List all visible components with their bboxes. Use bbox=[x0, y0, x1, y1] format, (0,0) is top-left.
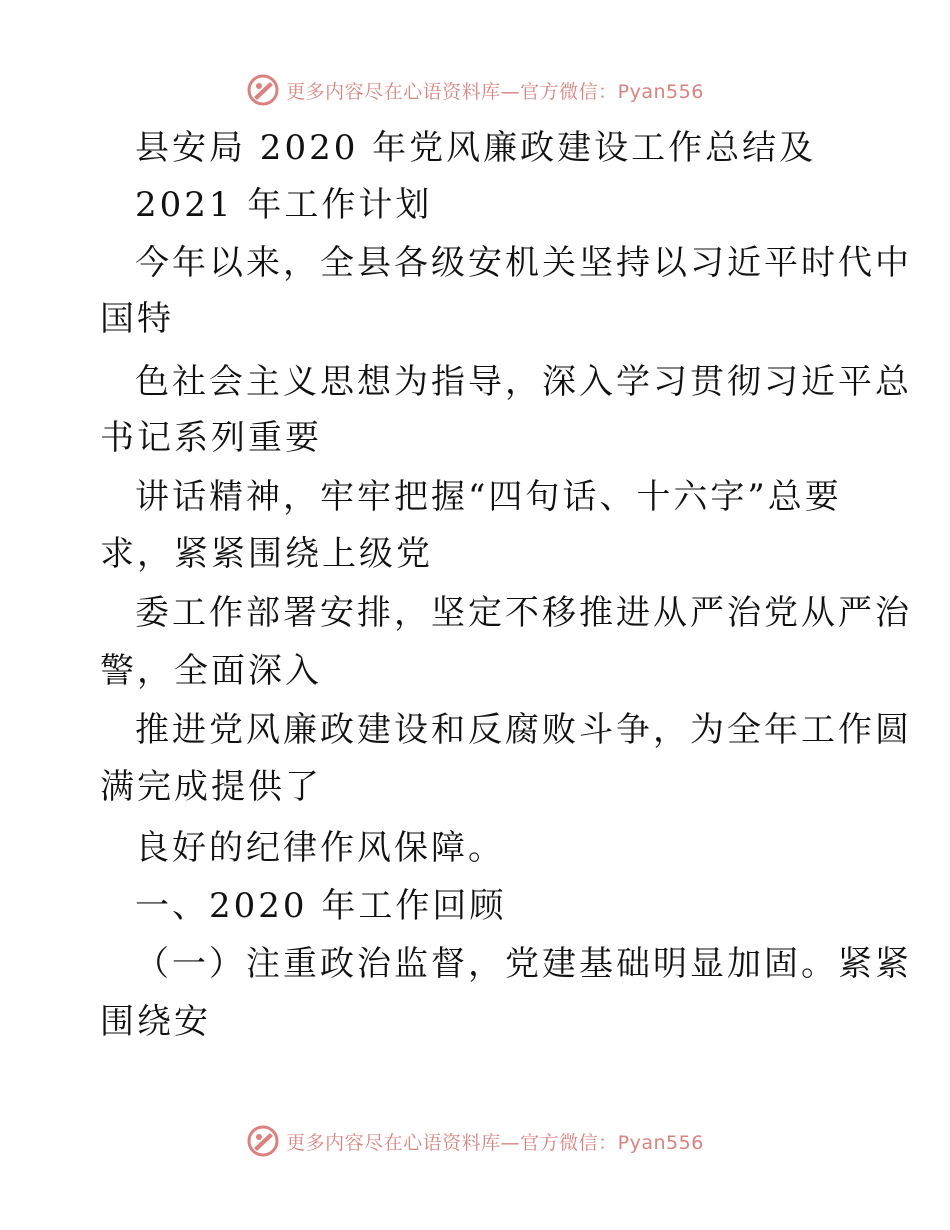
paragraph-line: 围绕安 bbox=[100, 1002, 211, 1042]
logo-icon bbox=[246, 1124, 280, 1158]
paragraph-line: 求，紧紧围绕上级党 bbox=[100, 534, 433, 574]
header-watermark bbox=[0, 70, 950, 110]
footer-watermark bbox=[0, 1121, 950, 1161]
watermark-text: 更多内容尽在心语资料库—官方微信：Pyan556 bbox=[286, 80, 704, 103]
paragraph-line: 良好的纪律作风保障。 bbox=[135, 828, 505, 868]
paragraph-line: 满完成提供了 bbox=[100, 767, 322, 807]
section-heading: 一、2020 年工作回顾 bbox=[135, 886, 507, 926]
paragraph-line: 国特 bbox=[100, 299, 174, 339]
logo-icon bbox=[246, 73, 280, 107]
watermark-text: 更多内容尽在心语资料库—官方微信：Pyan556 bbox=[286, 1131, 704, 1154]
paragraph-line: 色社会主义思想为指导，深入学习贯彻习近平总 bbox=[135, 362, 912, 402]
subsection-heading: （一）注重政治监督，党建基础明显加固。紧紧 bbox=[135, 944, 912, 984]
paragraph-line: 推进党风廉政建设和反腐败斗争，为全年工作圆 bbox=[135, 710, 912, 750]
document-title-line-1: 县安局 2020 年党风廉政建设工作总结及 bbox=[135, 128, 817, 168]
paragraph-line: 委工作部署安排，坚定不移推进从严治党从严治 bbox=[135, 593, 912, 633]
paragraph-line: 书记系列重要 bbox=[100, 418, 322, 458]
paragraph-line: 今年以来，全县各级安机关坚持以习近平时代中 bbox=[135, 243, 912, 283]
paragraph-line: 讲话精神，牢牢把握“四句话、十六字”总要 bbox=[135, 477, 842, 517]
document-title-line-2: 2021 年工作计划 bbox=[135, 185, 433, 225]
paragraph-line: 警，全面深入 bbox=[100, 651, 322, 691]
